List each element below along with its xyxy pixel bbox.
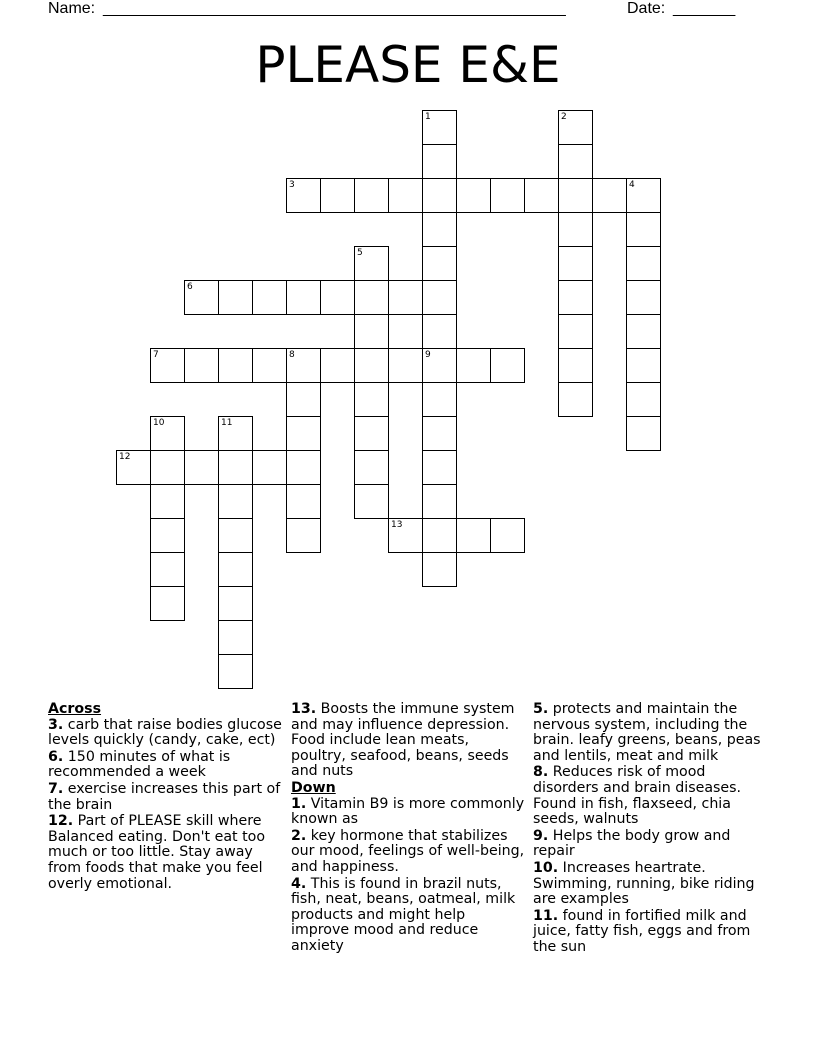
grid-cell[interactable]: [422, 178, 457, 213]
cell-number: 2: [561, 112, 567, 122]
grid-cell[interactable]: [388, 178, 423, 213]
grid-cell[interactable]: [626, 314, 661, 349]
grid-cell[interactable]: [626, 416, 661, 451]
cell-number: 11: [221, 418, 233, 428]
cell-number: 4: [629, 180, 635, 190]
clue-number: 10.: [533, 859, 559, 876]
grid-cell[interactable]: [422, 110, 457, 145]
clue-item: [48, 718, 284, 749]
grid-cell[interactable]: [592, 178, 627, 213]
grid-cell[interactable]: [150, 586, 185, 621]
grid-cell[interactable]: [184, 348, 219, 383]
across-clue-list: [48, 718, 284, 893]
name-field[interactable]: ____________________________________________________: [103, 0, 566, 17]
grid-cell[interactable]: [558, 348, 593, 383]
clues-column-1: [48, 702, 284, 893]
clue-item: [533, 861, 769, 908]
grid-cell[interactable]: [456, 178, 491, 213]
clue-text: Vitamin B9 is more commonly known as: [291, 795, 525, 828]
clue-text: exercise increases this part of the brain: [48, 780, 281, 813]
grid-cell[interactable]: [558, 144, 593, 179]
grid-cell[interactable]: [422, 314, 457, 349]
grid-cell[interactable]: [150, 450, 185, 485]
grid-cell[interactable]: [218, 348, 253, 383]
grid-cell[interactable]: [286, 484, 321, 519]
grid-cell[interactable]: [422, 382, 457, 417]
grid-cell[interactable]: [252, 348, 287, 383]
grid-cell[interactable]: [354, 178, 389, 213]
grid-cell[interactable]: [422, 280, 457, 315]
grid-cell[interactable]: [116, 450, 151, 485]
grid-cell[interactable]: [286, 450, 321, 485]
grid-cell[interactable]: [422, 518, 457, 553]
grid-cell[interactable]: [558, 110, 593, 145]
grid-cell[interactable]: [422, 348, 457, 383]
clue-number: 4.: [291, 875, 307, 892]
clue-item: [291, 797, 527, 828]
grid-cell[interactable]: [354, 280, 389, 315]
grid-cell[interactable]: [150, 552, 185, 587]
grid-cell[interactable]: [354, 416, 389, 451]
grid-cell[interactable]: [524, 178, 559, 213]
grid-cell[interactable]: [286, 416, 321, 451]
clue-item: [533, 909, 769, 956]
clue-number: 12.: [48, 813, 74, 830]
grid-cell[interactable]: [626, 382, 661, 417]
clue-number: 8.: [533, 764, 549, 781]
cell-number: 12: [119, 452, 131, 462]
grid-cell[interactable]: [218, 416, 253, 451]
down-clue-list: [291, 797, 527, 955]
grid-cell[interactable]: [252, 280, 287, 315]
cell-number: 1: [425, 112, 431, 122]
grid-cell[interactable]: [320, 348, 355, 383]
grid-cell[interactable]: [184, 450, 219, 485]
puzzle-title: PLEASE E&E: [255, 36, 561, 94]
clue-text: key hormone that stabilizes our mood, feelings of well-being, and happiness.: [291, 827, 525, 875]
clue-item: [48, 750, 284, 781]
grid-cell[interactable]: [422, 450, 457, 485]
grid-cell[interactable]: [354, 314, 389, 349]
clue-text: This is found in brazil nuts, fish, neat, beans, oatmeal, milk products and might help improve mood and reduce anxiety: [291, 875, 516, 954]
grid-cell[interactable]: [150, 484, 185, 519]
grid-cell[interactable]: [218, 280, 253, 315]
date-label: Date:: [627, 0, 670, 17]
name-label: Name:: [48, 0, 100, 17]
grid-cell[interactable]: [558, 314, 593, 349]
grid-cell[interactable]: [558, 382, 593, 417]
grid-cell[interactable]: [218, 586, 253, 621]
date-field[interactable]: _______: [673, 0, 736, 17]
grid-cell[interactable]: [218, 620, 253, 655]
cell-number: 5: [357, 248, 363, 258]
clue-text: Helps the body grow and repair: [533, 827, 731, 860]
clue-number: 6.: [48, 748, 64, 765]
grid-cell[interactable]: [422, 552, 457, 587]
grid-cell[interactable]: [218, 654, 253, 689]
grid-cell[interactable]: [422, 484, 457, 519]
grid-cell[interactable]: [320, 178, 355, 213]
clue-text: found in fortified milk and juice, fatty fish, eggs and from the sun: [533, 907, 751, 955]
grid-cell[interactable]: [354, 382, 389, 417]
grid-cell[interactable]: [286, 178, 321, 213]
across-clue-list-continued: [291, 702, 527, 780]
clue-text: protects and maintain the nervous system, including the brain. leafy greens, beans, peas and lentils, meat and milk: [533, 701, 761, 764]
grid-cell[interactable]: [354, 246, 389, 281]
across-heading: Across: [48, 701, 102, 717]
grid-cell[interactable]: [286, 280, 321, 315]
clue-number: 11.: [533, 907, 559, 924]
grid-cell[interactable]: [422, 212, 457, 247]
clue-item: [291, 702, 527, 780]
grid-cell[interactable]: [490, 178, 525, 213]
cell-number: 7: [153, 350, 159, 360]
grid-cell[interactable]: [626, 246, 661, 281]
down-clue-list-continued: [533, 702, 769, 956]
grid-cell[interactable]: [218, 484, 253, 519]
grid-cell[interactable]: [150, 416, 185, 451]
clue-item: [48, 782, 284, 813]
clue-item: [48, 814, 284, 892]
grid-cell[interactable]: [422, 246, 457, 281]
clue-number: 13.: [291, 701, 317, 717]
grid-cell[interactable]: [456, 348, 491, 383]
clue-item: [291, 829, 527, 876]
clue-number: 5.: [533, 701, 549, 717]
grid-cell[interactable]: [456, 518, 491, 553]
cell-number: 6: [187, 282, 193, 292]
grid-cell[interactable]: [354, 348, 389, 383]
cell-number: 9: [425, 350, 431, 360]
grid-cell[interactable]: [626, 280, 661, 315]
grid-cell[interactable]: [422, 144, 457, 179]
grid-cell[interactable]: [354, 450, 389, 485]
grid-cell[interactable]: [354, 484, 389, 519]
grid-cell[interactable]: [388, 518, 423, 553]
grid-cell[interactable]: [388, 280, 423, 315]
grid-cell[interactable]: [286, 518, 321, 553]
cell-number: 3: [289, 180, 295, 190]
down-heading: Down: [291, 779, 336, 796]
grid-cell[interactable]: [218, 518, 253, 553]
grid-cell[interactable]: [218, 450, 253, 485]
clue-text: carb that raise bodies glucose levels quickly (candy, cake, ect): [48, 716, 282, 749]
grid-cell[interactable]: [286, 348, 321, 383]
cell-number: 8: [289, 350, 295, 360]
cell-number: 13: [391, 520, 403, 530]
grid-cell[interactable]: [422, 416, 457, 451]
grid-cell[interactable]: [626, 178, 661, 213]
clue-number: 7.: [48, 780, 64, 797]
clue-number: 3.: [48, 716, 64, 733]
grid-cell[interactable]: [558, 280, 593, 315]
clue-text: 150 minutes of what is recommended a week: [48, 748, 231, 781]
clues-column-3: [533, 702, 769, 957]
grid-cell[interactable]: [558, 178, 593, 213]
clue-text: Boosts the immune system and may influence depression. Food include lean meats, poultry, seafood, beans, seeds and nuts: [291, 701, 515, 780]
grid-cell[interactable]: [626, 212, 661, 247]
grid-cell[interactable]: [286, 382, 321, 417]
clue-text: Reduces risk of mood disorders and brain diseases. Found in fish, flaxseed, chia seeds, walnuts: [533, 764, 742, 828]
grid-cell[interactable]: [558, 246, 593, 281]
grid-cell[interactable]: [626, 348, 661, 383]
clue-text: Part of PLEASE skill where Balanced eating. Don't eat too much or too little. Stay away from foods that make you feel overly emotional.: [48, 813, 266, 892]
clue-item: [533, 702, 769, 764]
grid-cell[interactable]: [320, 280, 355, 315]
clue-number: 1.: [291, 795, 307, 812]
clue-item: [291, 877, 527, 955]
clues-column-2: [291, 702, 527, 956]
cell-number: 10: [153, 418, 165, 428]
grid-cell[interactable]: [184, 280, 219, 315]
grid-cell[interactable]: [218, 552, 253, 587]
clue-item: [533, 829, 769, 860]
grid-cell[interactable]: [388, 348, 423, 383]
clue-number: 9.: [533, 827, 549, 844]
grid-cell[interactable]: [558, 212, 593, 247]
grid-cell[interactable]: [490, 348, 525, 383]
grid-cell[interactable]: [490, 518, 525, 553]
grid-cell[interactable]: [150, 518, 185, 553]
clue-item: [533, 765, 769, 827]
grid-cell[interactable]: [150, 348, 185, 383]
clue-number: 2.: [291, 827, 307, 844]
clue-text: Increases heartrate. Swimming, running, bike riding are examples: [533, 859, 755, 908]
grid-cell[interactable]: [252, 450, 287, 485]
